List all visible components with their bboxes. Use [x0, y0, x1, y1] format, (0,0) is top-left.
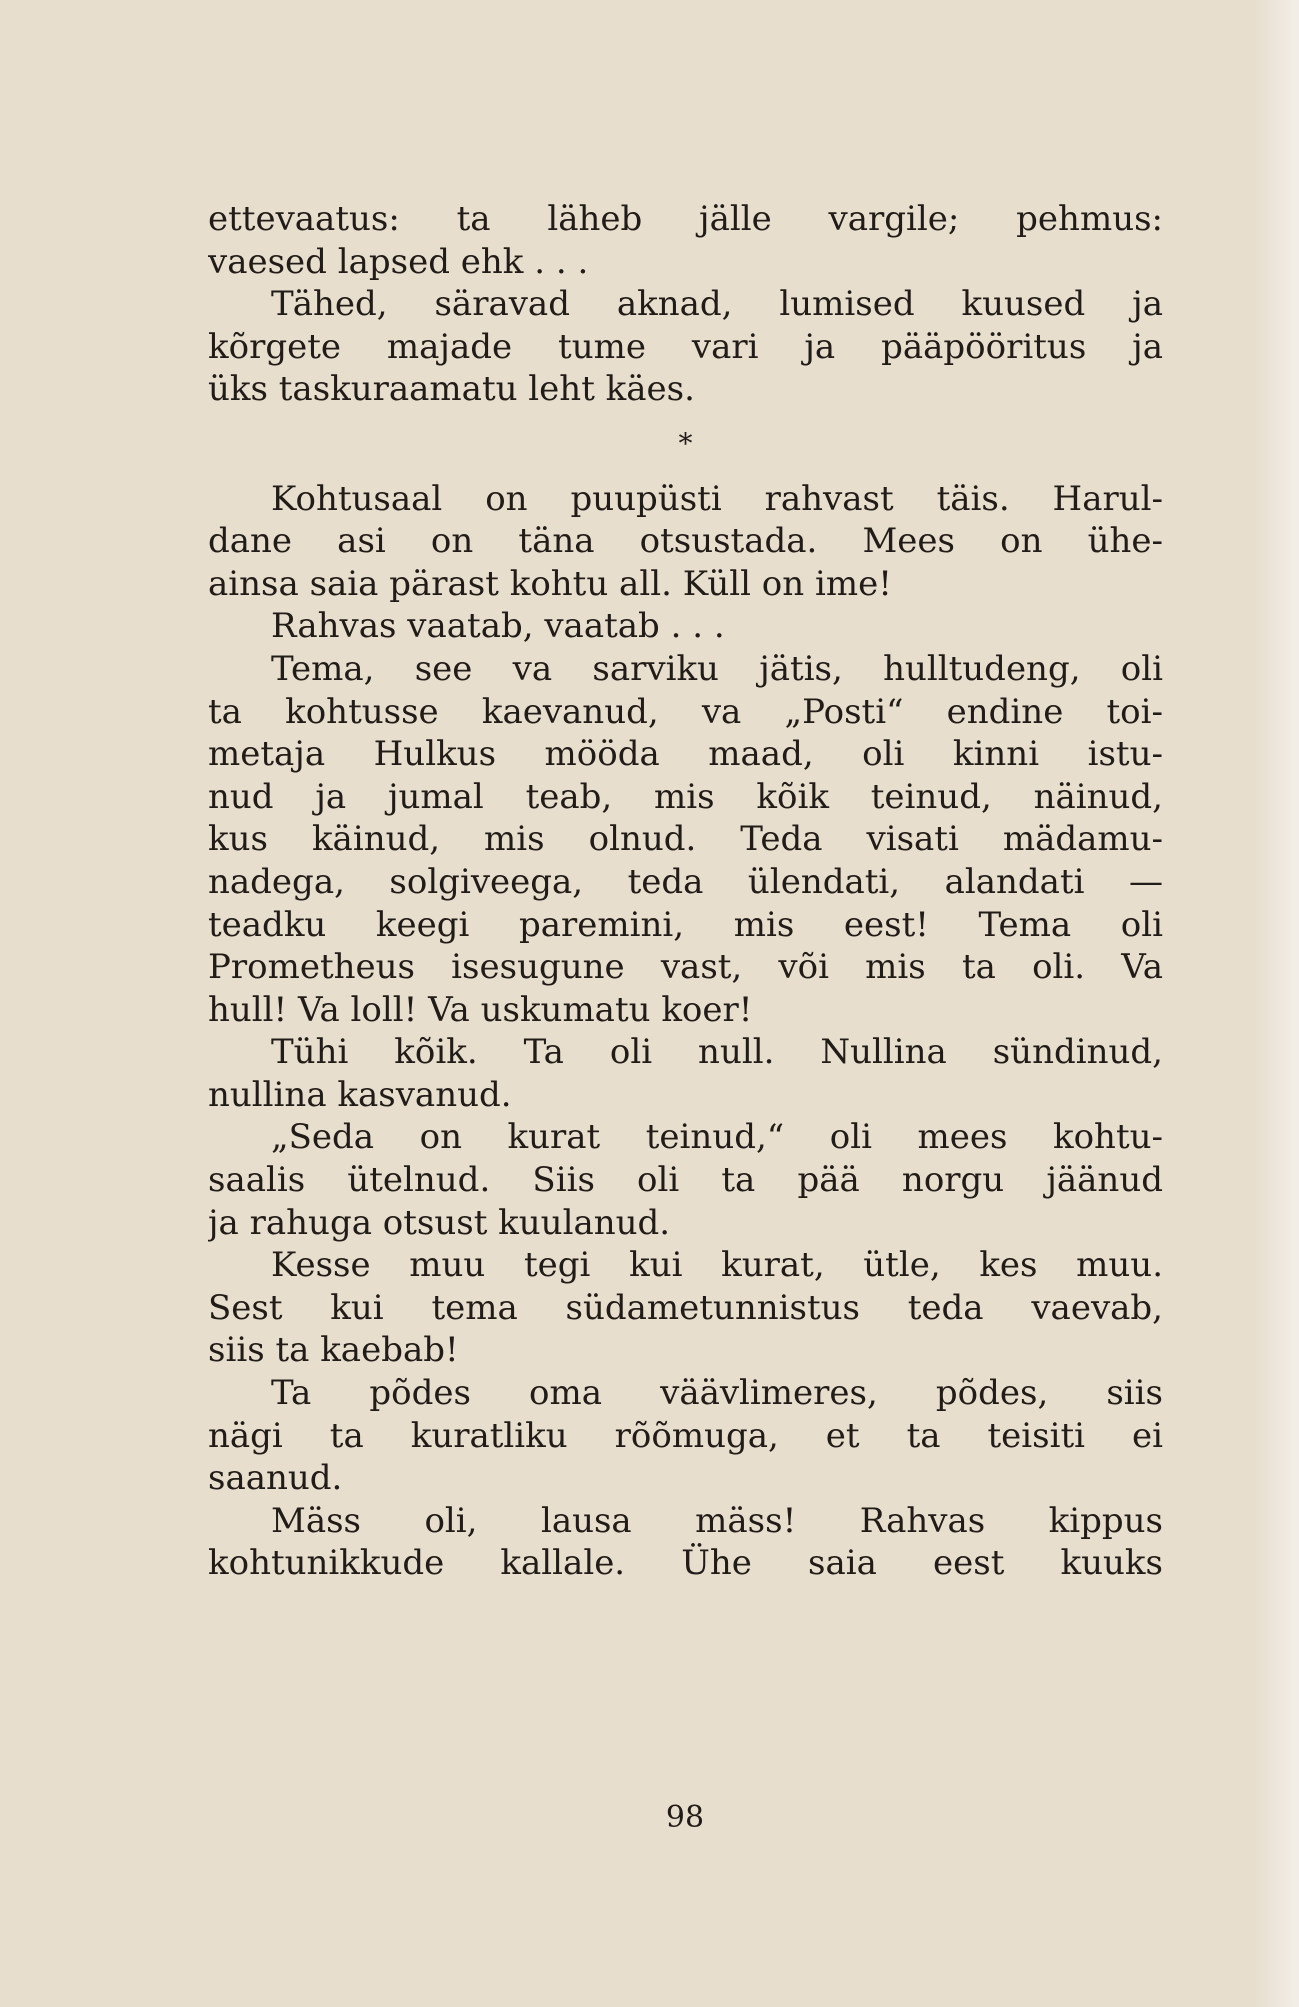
text-line: saanud.	[208, 1458, 343, 1499]
paragraph	[208, 283, 1163, 411]
section-separator: *	[678, 426, 693, 460]
text-line: Mäss oli, lausa mäss! Rahvas kippus	[271, 1500, 1163, 1541]
text-line: Tema, see va sarviku jätis, hulltudeng, oli	[271, 648, 1163, 689]
text-line: siis ta kaebab!	[208, 1330, 459, 1371]
text-line: Ta põdes oma väävlimeres, põdes, siis	[271, 1373, 1163, 1414]
paragraph	[208, 1116, 1163, 1244]
text-line: nud ja jumal teab, mis kõik teinud, näinud,	[208, 776, 1163, 817]
text-line: Kohtusaal on puupüsti rahvast täis. Harul-	[271, 478, 1163, 519]
body-text	[208, 198, 1163, 1585]
text-line: kõrgete majade tume vari ja pääpööritus ja	[208, 326, 1163, 367]
text-line: Tähed, säravad aknad, lumised kuused ja	[271, 284, 1163, 325]
paragraph	[208, 1500, 1163, 1585]
text-line: Kesse muu tegi kui kurat, ütle, kes muu.	[271, 1245, 1163, 1286]
text-line: Sest kui tema südametunnistus teda vaevab,	[208, 1287, 1163, 1328]
text-line: nullina kasvanud.	[208, 1074, 512, 1115]
text-line: Tühi kõik. Ta oli null. Nullina sündinud,	[271, 1032, 1163, 1073]
text-line: Prometheus isesugune vast, või mis ta oli. Va	[208, 947, 1163, 988]
text-line: nadega, solgiveega, teda ülendati, alandati —	[208, 861, 1163, 902]
text-line: „Seda on kurat teinud,“ oli mees kohtu-	[271, 1117, 1163, 1158]
paragraph	[208, 198, 1163, 283]
text-line: metaja Hulkus mööda maad, oli kinni istu-	[208, 734, 1163, 775]
page-edge	[1255, 0, 1299, 2007]
text-line: dane asi on täna otsustada. Mees on ühe-	[208, 521, 1163, 562]
text-line: ta kohtusse kaevanud, va „Posti“ endine toi-	[208, 691, 1163, 732]
text-line: hull! Va loll! Va uskumatu koer!	[208, 989, 753, 1030]
paragraph	[208, 605, 1163, 648]
text-line: kohtunikkude kallale. Ühe saia eest kuuks	[208, 1543, 1163, 1584]
text-line: ja rahuga otsust kuulanud.	[208, 1202, 671, 1243]
text-line: nägi ta kuratliku rõõmuga, et ta teisiti ei	[208, 1415, 1163, 1456]
text-line: kus käinud, mis olnud. Teda visati mädamu-	[208, 819, 1163, 860]
text-line: teadku keegi paremini, mis eest! Tema oli	[208, 904, 1163, 945]
paragraph	[208, 1372, 1163, 1500]
text-line: Rahvas vaatab, vaatab . . .	[271, 606, 725, 647]
paragraph	[208, 1244, 1163, 1372]
text-line: vaesed lapsed ehk . . .	[208, 241, 589, 282]
text-line: saalis ütelnud. Siis oli ta pää norgu jäänud	[208, 1160, 1163, 1201]
text-line: ainsa saia pärast kohtu all. Küll on ime!	[208, 563, 892, 604]
text-line: üks taskuraamatu leht käes.	[208, 369, 695, 410]
paragraph	[208, 1031, 1163, 1116]
page-number: 98	[665, 1800, 705, 1835]
text-line: ettevaatus: ta läheb jälle vargile; pehmus:	[208, 199, 1163, 239]
paragraph	[208, 478, 1163, 606]
paragraph	[208, 648, 1163, 1031]
